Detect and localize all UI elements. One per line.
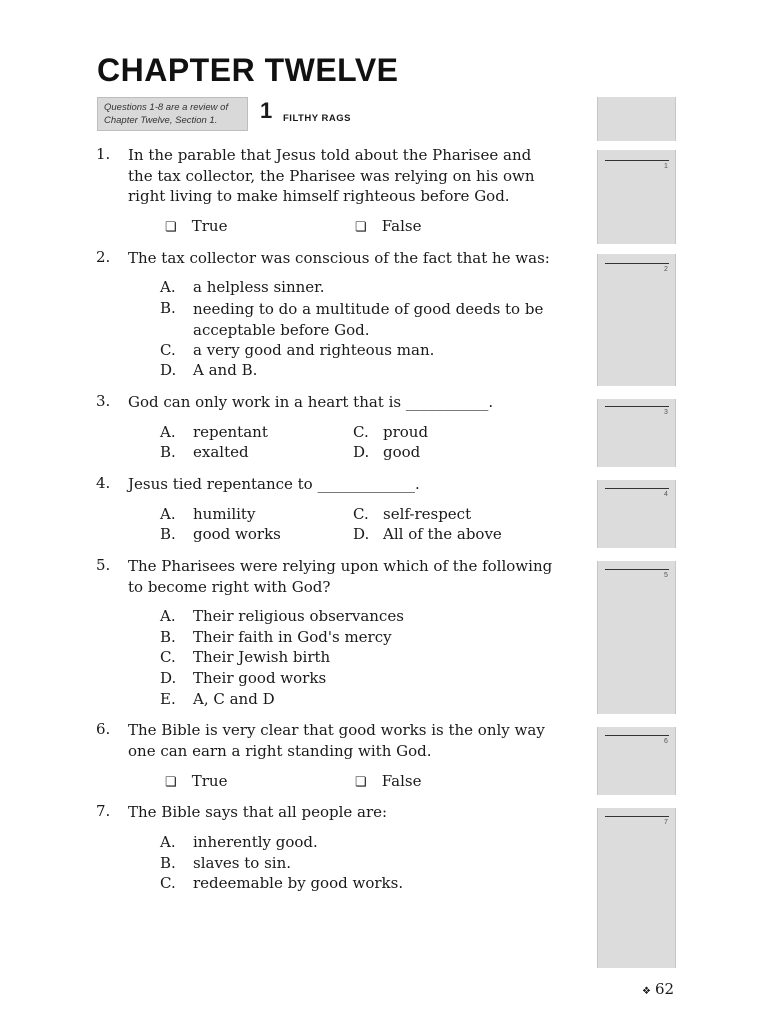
answer-number: 3 — [664, 409, 668, 416]
question-number: 6. — [96, 720, 111, 738]
answer-blank-3[interactable] — [605, 406, 669, 407]
chapter-title: CHAPTER TWELVE — [97, 52, 399, 88]
choice-false[interactable] — [355, 216, 421, 235]
question-text: In the parable that Jesus told about the Pharisee and the tax collector, the Pharisee was relying on his own right living to make himself righteous before God. — [128, 146, 535, 206]
option-text: redeemable by good works. — [193, 874, 404, 892]
answer-number: 2 — [664, 266, 668, 273]
option-letter: D. — [353, 443, 370, 461]
page-number — [642, 980, 674, 998]
question-text: Jesus tied repentance to _____________. — [128, 475, 420, 493]
question-number: 3. — [96, 392, 111, 410]
answer-column — [597, 97, 676, 141]
checkbox-icon[interactable]: ❏ — [355, 220, 367, 235]
option-letter: B. — [160, 525, 176, 543]
choice-false[interactable] — [355, 771, 421, 790]
option-letter: A. — [160, 607, 176, 625]
option-letter: A. — [160, 833, 176, 851]
option-text: proud — [383, 423, 429, 441]
choice-label: False — [381, 217, 422, 235]
option-letter: C. — [160, 341, 176, 359]
question-text: The tax collector was conscious of the fact that he was: — [128, 249, 550, 267]
answer-number: 1 — [664, 163, 668, 170]
option-text: inherently good. — [193, 833, 318, 851]
choice-label: True — [191, 772, 228, 790]
option-letter: E. — [160, 690, 176, 708]
answer-blank-4[interactable] — [605, 488, 669, 489]
diamond-ornament-icon: ❖ — [642, 986, 651, 997]
question-text: The Bible says that all people are: — [128, 803, 388, 821]
question-number: 2. — [96, 248, 111, 266]
option-text: Their Jewish birth — [193, 648, 331, 666]
option-letter: C. — [160, 874, 176, 892]
option-letter: D. — [160, 669, 177, 687]
checkbox-icon[interactable]: ❏ — [165, 220, 177, 235]
choice-true[interactable] — [165, 771, 227, 790]
answer-blank-1[interactable] — [605, 160, 669, 161]
option-text: A and B. — [193, 361, 258, 379]
question-number: 7. — [96, 802, 111, 820]
option-text: humility — [193, 505, 256, 523]
option-text: good works — [193, 525, 281, 543]
option-letter: D. — [160, 361, 177, 379]
checkbox-icon[interactable]: ❏ — [355, 775, 367, 790]
choice-label: False — [381, 772, 422, 790]
option-letter: B. — [160, 628, 176, 646]
option-text: good — [383, 443, 421, 461]
option-text: Their good works — [193, 669, 327, 687]
option-letter: B. — [160, 299, 176, 317]
option-text: repentant — [193, 423, 268, 441]
answer-blank-7[interactable] — [605, 816, 669, 817]
option-letter: A. — [160, 505, 176, 523]
choice-true[interactable] — [165, 216, 227, 235]
option-text: A, C and D — [193, 690, 275, 708]
option-letter: C. — [353, 423, 369, 441]
choice-label: True — [191, 217, 228, 235]
option-text: Their religious observances — [193, 607, 404, 625]
section-title: FILTHY RAGS — [283, 113, 351, 124]
option-text: All of the above — [383, 525, 502, 543]
section-number: 1 — [260, 98, 273, 123]
option-letter: B. — [160, 443, 176, 461]
answer-number: 4 — [664, 491, 668, 498]
question-number: 5. — [96, 556, 111, 574]
question-number: 4. — [96, 474, 111, 492]
option-letter: C. — [353, 505, 369, 523]
review-note: Questions 1-8 are a review of Chapter Twelve, Section 1. — [97, 97, 248, 131]
answer-column — [597, 561, 676, 714]
option-text: a helpless sinner. — [193, 278, 325, 296]
answer-blank-2[interactable] — [605, 263, 669, 264]
checkbox-icon[interactable]: ❏ — [165, 775, 177, 790]
question-number: 1. — [96, 145, 111, 163]
option-text: needing to do a multitude of good deeds to be acceptable before God. — [193, 300, 544, 339]
question-text: The Pharisees were relying upon which of the following to become right with God? — [128, 557, 553, 596]
option-text: slaves to sin. — [193, 854, 292, 872]
answer-blank-6[interactable] — [605, 735, 669, 736]
option-letter: A. — [160, 423, 176, 441]
option-letter: A. — [160, 278, 176, 296]
question-text: The Bible is very clear that good works is the only way one can earn a right standing with God. — [128, 721, 545, 760]
answer-number: 6 — [664, 738, 668, 745]
answer-blank-5[interactable] — [605, 569, 669, 570]
answer-number: 5 — [664, 572, 668, 579]
option-text: self-respect — [383, 505, 472, 523]
answer-column — [597, 254, 676, 386]
option-letter: B. — [160, 854, 176, 872]
answer-number: 7 — [664, 819, 668, 826]
option-letter: D. — [353, 525, 370, 543]
question-text: God can only work in a heart that is ___________. — [128, 393, 494, 411]
page-number-text: 62 — [654, 980, 675, 998]
option-letter: C. — [160, 648, 176, 666]
option-text: Their faith in God's mercy — [193, 628, 392, 646]
answer-column — [597, 808, 676, 968]
option-text: a very good and righteous man. — [193, 341, 435, 359]
option-text: exalted — [193, 443, 249, 461]
